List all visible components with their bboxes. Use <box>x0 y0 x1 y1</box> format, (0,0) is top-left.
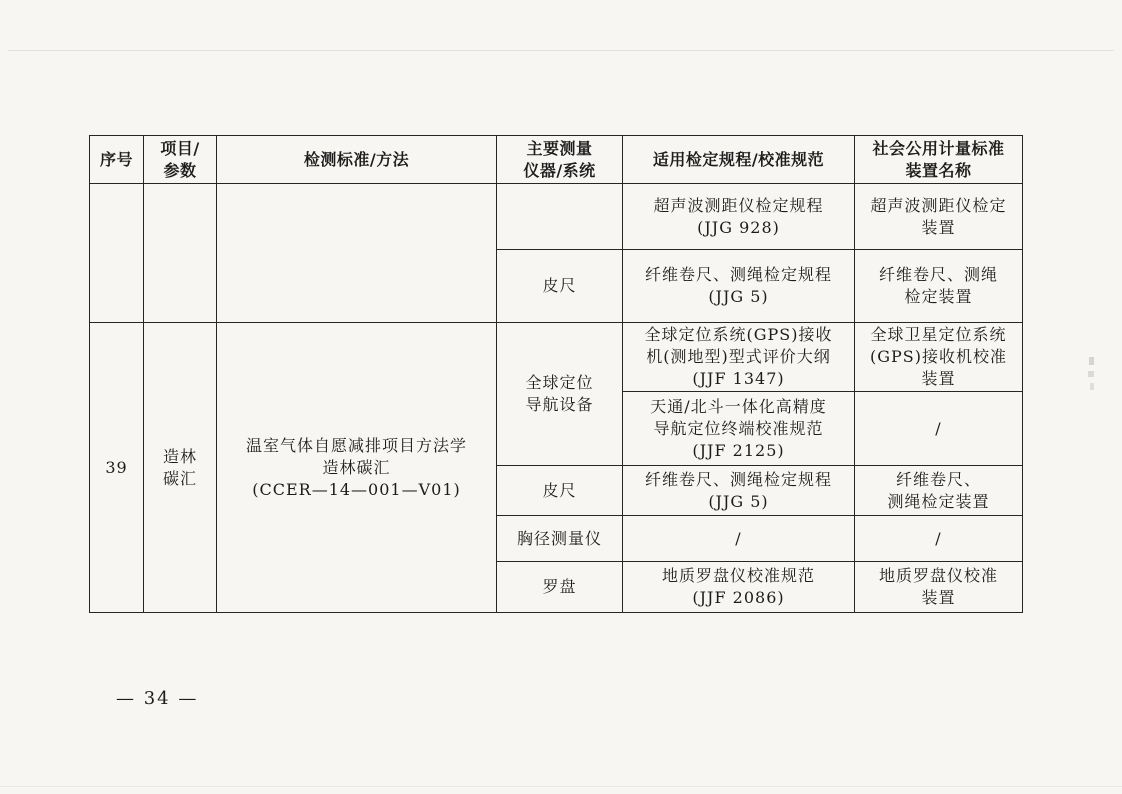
instrument-cell: 胸径测量仪 <box>497 516 623 562</box>
instrument-cell: 罗盘 <box>497 562 623 613</box>
header-method: 检测标准/方法 <box>217 136 497 184</box>
regulation-cell: 超声波测距仪检定规程 (JJG 928) <box>623 184 855 250</box>
table-row <box>90 323 1023 392</box>
page-number: — 34 — <box>116 688 199 709</box>
regulation-cell: 纤维卷尺、测绳检定规程 (JJG 5) <box>623 466 855 516</box>
header-regulation: 适用检定规程/校准规范 <box>623 136 855 184</box>
header-seq: 序号 <box>90 136 144 184</box>
cont-item-cell <box>144 184 217 323</box>
table-row <box>90 184 1023 250</box>
seq-cell: 39 <box>90 323 144 613</box>
instrument-cell: 全球定位 导航设备 <box>497 323 623 466</box>
cont-method-cell <box>217 184 497 323</box>
standard-device-cell: 地质罗盘仪校准 装置 <box>855 562 1023 613</box>
header-item: 项目/ 参数 <box>144 136 217 184</box>
table-header-row <box>90 136 1023 184</box>
standards-table <box>89 135 1023 613</box>
standard-device-cell: 全球卫星定位系统 (GPS)接收机校准 装置 <box>855 323 1023 392</box>
cont-seq-cell <box>90 184 144 323</box>
item-cell: 造林 碳汇 <box>144 323 217 613</box>
standard-device-cell: / <box>855 516 1023 562</box>
instrument-cell: 皮尺 <box>497 466 623 516</box>
instrument-cell: 皮尺 <box>497 250 623 323</box>
header-standard-device: 社会公用计量标准 装置名称 <box>855 136 1023 184</box>
regulation-cell: / <box>623 516 855 562</box>
regulation-cell: 地质罗盘仪校准规范 (JJF 2086) <box>623 562 855 613</box>
standard-device-cell: 纤维卷尺、 测绳检定装置 <box>855 466 1023 516</box>
header-instrument: 主要测量 仪器/系统 <box>497 136 623 184</box>
standards-table-container <box>89 135 1022 612</box>
regulation-cell: 天通/北斗一体化高精度 导航定位终端校准规范 (JJF 2125) <box>623 392 855 466</box>
regulation-cell: 全球定位系统(GPS)接收 机(测地型)型式评价大纲 (JJF 1347) <box>623 323 855 392</box>
scan-smudge-mark <box>1085 355 1099 395</box>
regulation-cell: 纤维卷尺、测绳检定规程 (JJG 5) <box>623 250 855 323</box>
page-bottom-edge-line <box>0 786 1122 787</box>
page-top-edge-line <box>8 50 1114 51</box>
method-cell: 温室气体自愿减排项目方法学 造林碳汇 (CCER—14—001—V01) <box>217 323 497 613</box>
standard-device-cell: / <box>855 392 1023 466</box>
standard-device-cell: 超声波测距仪检定 装置 <box>855 184 1023 250</box>
standard-device-cell: 纤维卷尺、测绳 检定装置 <box>855 250 1023 323</box>
cont-instrument-cell <box>497 184 623 250</box>
